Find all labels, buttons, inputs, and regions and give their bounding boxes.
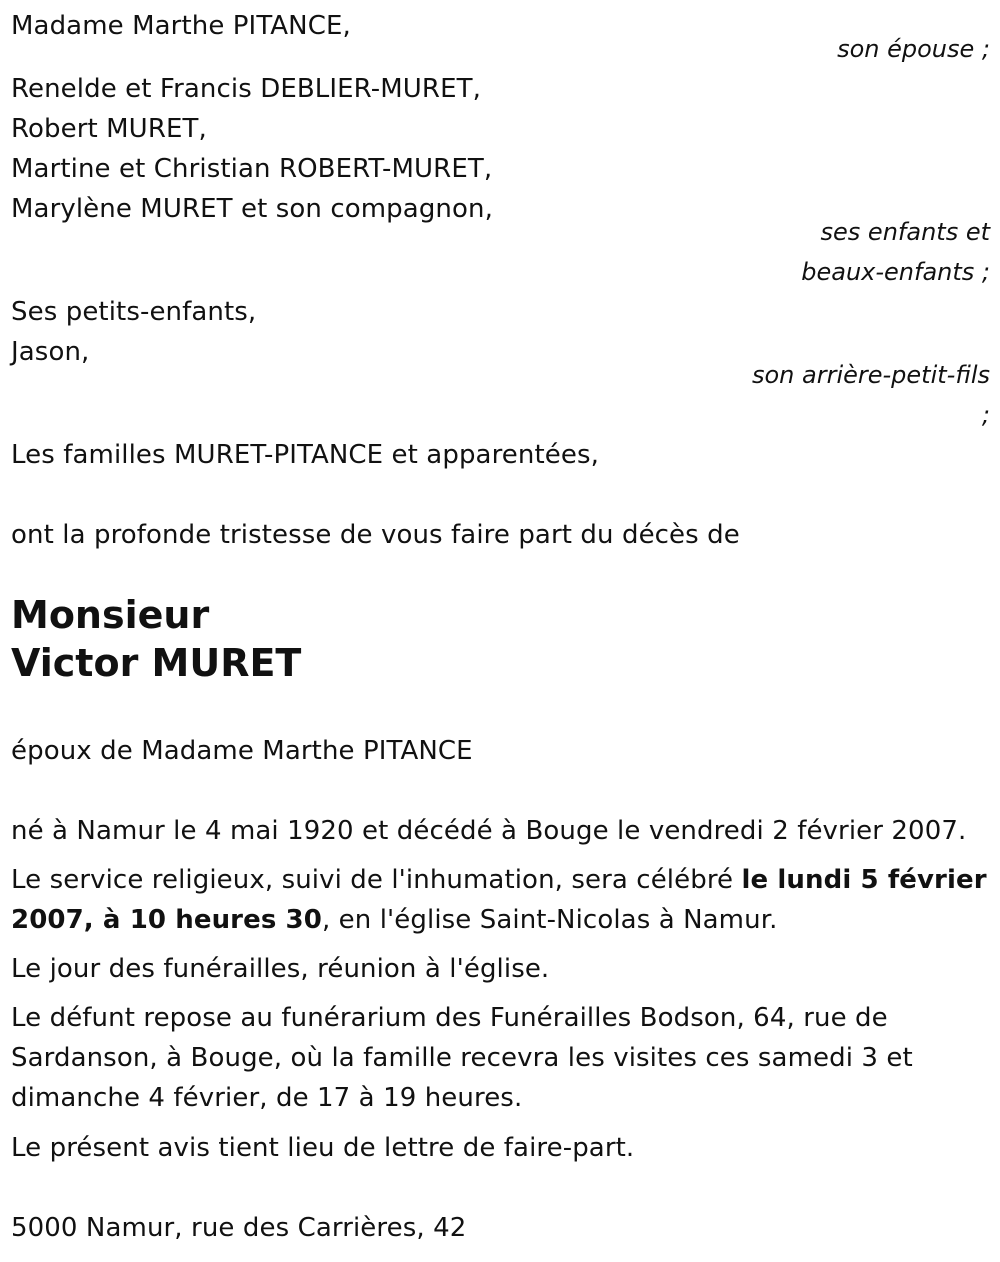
service-place: , en l'église Saint-Nicolas à Namur. <box>321 905 778 935</box>
rest-line-1: Le défunt repose au funérarium des Funérailles Bodson, 64, rue de <box>11 1003 888 1033</box>
rest-line-2: Sardanson, à Bouge, où la famille recevra les visites ces samedi 3 et <box>11 1043 913 1073</box>
children-relation-cont: beaux-enfants ; <box>801 258 990 286</box>
service-intro: Le service religieux, suivi de l'inhumation, sera célébré <box>11 865 742 895</box>
rest-line-3: dimanche 4 février, de 17 à 19 heures. <box>11 1083 523 1113</box>
great-grandchild-line: Jason, <box>11 337 90 367</box>
deceased-name: Victor MURET <box>11 641 302 685</box>
child-line: Renelde et Francis DEBLIER-MURET, <box>11 74 481 104</box>
child-line: Martine et Christian ROBERT-MURET, <box>11 154 493 184</box>
announcement-text: ont la profonde tristesse de vous faire part du décès de <box>11 520 740 550</box>
great-grandchild-relation-end: ; <box>981 401 990 429</box>
spouse-relation: son épouse ; <box>837 35 990 63</box>
spouse-of-line: époux de Madame Marthe PITANCE <box>11 736 473 766</box>
address-line: 5000 Namur, rue des Carrières, 42 <box>11 1213 467 1243</box>
birth-death-line: né à Namur le 4 mai 1920 et décédé à Bouge le vendredi 2 février 2007. <box>11 816 967 846</box>
deceased-title: Monsieur <box>11 593 210 637</box>
spouse-name: Madame Marthe PITANCE, <box>11 11 351 41</box>
children-relation: ses enfants et <box>820 218 990 246</box>
child-line: Robert MURET, <box>11 114 207 144</box>
service-line-1 <box>11 860 987 900</box>
great-grandchild-relation: son arrière-petit-fils <box>751 361 990 389</box>
gathering-line: Le jour des funérailles, réunion à l'église. <box>11 954 550 984</box>
service-date-part-1: le lundi 5 février <box>741 865 987 895</box>
notice-line: Le présent avis tient lieu de lettre de faire-part. <box>11 1133 635 1163</box>
child-line: Marylène MURET et son compagnon, <box>11 194 493 224</box>
service-line-2 <box>11 900 777 940</box>
grandchildren-line: Ses petits-enfants, <box>11 297 257 327</box>
service-date-part-2: 2007, à 10 heures 30 <box>11 905 322 935</box>
families-line: Les familles MURET-PITANCE et apparentées, <box>11 440 599 470</box>
